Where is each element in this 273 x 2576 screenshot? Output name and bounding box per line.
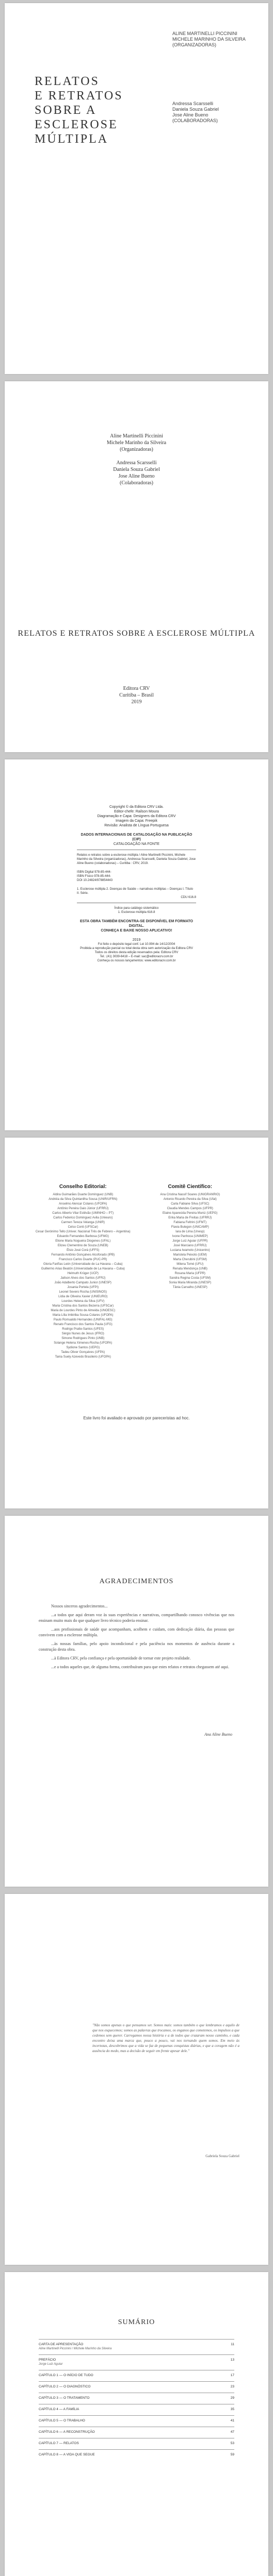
councils-page: [5, 1138, 268, 1509]
catalog-entry: Relatos e retratos sobre a esclerose múltipla / Aline Martinelli Piccinini, Michele Marinho da Silveira (organizadoras), Andressa Scarsselli, Daniela Souza Gabriel, Jose Aline Bueno (colaboradoras) – Curitiba : CRV, 2019.: [77, 854, 196, 865]
summary-page: [5, 2272, 268, 2576]
toc-entry-label: CAPÍTULO 4 — A FAMÍLIA: [39, 2408, 79, 2411]
epigraph-author: Gabriela Souza Gabriel: [205, 2154, 239, 2158]
council-member: Claudia Mendes Campos (UFPR): [167, 1207, 213, 1210]
council-member: Fernando Antônio Gonçalves Alcoforado (IPB): [51, 1253, 115, 1257]
toc-entry-page: 11: [231, 2343, 234, 2346]
council-member: Maria Lília Imbiriba Sousa Colares (UFOPA): [52, 1314, 114, 1317]
council-member: Anselmo Alencar Colares (UFOPA): [59, 1202, 107, 1206]
toc-entry-label: CAPÍTULO 3 — O TRATAMENTO: [39, 2396, 90, 2400]
council-member: Renata Mendonça (UNB): [172, 1267, 207, 1270]
publisher-contact[interactable]: Tel.: (41) 3039-6418 – E-mail: sac@editoracrv.com.br: [100, 955, 173, 958]
isbn-print: ISBN Físico 978-85-444-: [77, 875, 111, 878]
council-member: Carlos Federico Dominguez Avila (Unieuro): [53, 1216, 113, 1219]
organizer-name: MICHELE MARINHO DA SILVEIRA: [172, 37, 246, 42]
publication-year: 2019: [131, 699, 142, 705]
council-member: Maria Cristina dos Santos Bezerra (UFSCar): [52, 1304, 114, 1308]
council-member: Sandra Regina Costa (UFSM): [169, 1277, 211, 1280]
council-member: Celso Conti (UFSCar): [68, 1226, 98, 1229]
copyright-page: [5, 759, 268, 1130]
council-member: Marta Cherubini (UFSM): [173, 1258, 207, 1261]
copyright-line: Copyright © da Editora CRV Ltda.: [109, 805, 164, 809]
collaborator-name: Daniela Souza Gabriel: [113, 467, 160, 472]
council-member: Solange Helena Ximenes-Rocha (UFOPA): [54, 1342, 113, 1345]
council-member: José Marciano (UFRRJ): [173, 1244, 207, 1247]
title-authors: [5, 433, 268, 486]
council-member: Guillermo Arias Beatón (Universidade de La Havana – Cuba): [41, 1267, 125, 1270]
council-member: Maristela Peixoto (UEM): [173, 1253, 207, 1257]
council-member: Jorge Luiz Aguiar (UFPR): [172, 1240, 208, 1243]
council-member: Fabiana Feltrini (UFMT): [173, 1221, 207, 1224]
author-role: (Organizadoras): [120, 447, 153, 452]
epigraph-page: [5, 1894, 268, 2265]
cover-title-line: SOBRE A: [35, 104, 97, 117]
council-member: Andréia da Silva Quintanilha Sousa (UNIR/UFRN): [49, 1198, 118, 1201]
toc-entry-page: 59: [230, 2453, 234, 2456]
editorial-council: [34, 1184, 133, 1360]
cip-subtitle: CATALOGAÇÃO NA FONTE: [113, 842, 160, 846]
publisher-city: Curitiba – Brasil: [119, 692, 154, 698]
toc-entry[interactable]: [39, 2449, 234, 2461]
toc-entry-label: CAPÍTULO 8 — A VIDA QUE SEGUE: [39, 2453, 95, 2456]
council-member: Sydione Santos (UEPG): [66, 1346, 100, 1349]
toc-entry-label: CAPÍTULO 2 — O DIAGNÓSTICO: [39, 2385, 91, 2388]
copyright-line: Revisão: Analista de Língua Portuguesa: [104, 824, 169, 827]
toc-entry-page: 17: [230, 2374, 234, 2377]
acknowledgements-page: [5, 1516, 268, 1887]
council-member: Elaine Aparecida Pereira Muniz (UEPG): [163, 1212, 218, 1215]
copyright-block: [77, 805, 196, 963]
acknowledgements-text: [39, 1603, 234, 1673]
council-member: Antônio Pereira Gaio Júnior (UFRRJ): [57, 1207, 109, 1210]
paragraph: ...à Editora CRV, pela confiança e pela oportunidade de tornar este projeto realidade.: [51, 1656, 191, 1660]
paragraph: ...às nossas famílias, pelo apoio incondicional e pela paciência nos momentos de ausência durante a construção desta obra.: [39, 1641, 234, 1652]
publisher-site[interactable]: Conheça os nossos lançamentos: www.editoracrv.com.br: [97, 959, 176, 962]
paragraph: Nossos sinceros agradecimentos...: [51, 1604, 108, 1608]
publisher-name: Editora CRV: [123, 686, 150, 691]
organizer-name: ALINE MARTINELLI PICCININI: [172, 31, 237, 36]
cip-title: DADOS INTERNACIONAIS DE CATALOGAÇÃO NA PUBLICAÇÃO (CIP): [81, 833, 192, 841]
council-member: Erika Maria de Freitas (UFRRJ): [168, 1216, 212, 1219]
scientific-committee-list: [141, 1193, 240, 1290]
council-member: João Adalberto Campato Junior (UNESP): [54, 1281, 111, 1284]
council-member: Ana Cristina Nassif Soares (UNIGRANRIO): [160, 1193, 220, 1196]
council-member: Flavia Bulegon (UNICAMP): [171, 1226, 209, 1229]
collaborator-name: Daniela Souza Gabriel: [172, 107, 219, 112]
copyright-line: Imagem da Capa: Freepik: [116, 819, 157, 823]
council-member: Sonia Maria Miranda (UNESP): [169, 1281, 212, 1284]
council-member: Antonio Ricardo Pereira da Silva (Ufal): [163, 1198, 217, 1201]
toc-entry-author: Aline Martinelli Piccinini / Michele Marinho da Silveira: [39, 2347, 112, 2350]
council-member: Rodrigo Pratte-Santos (UFES): [62, 1328, 104, 1331]
council-member: Ivone Panhoca (UNIMEP): [172, 1235, 208, 1238]
paragraph: ...a todos que aqui deram voz às suas experiências e narrativas, compartilhando conosco vivências que nos ensinam muito mais do que qualquer livro técnico poderia ensinar.: [39, 1613, 234, 1623]
council-member: Élsio José Corá (UFFS): [67, 1249, 100, 1252]
council-member: Leonel Severo Rocha (UNISINOS): [59, 1291, 107, 1294]
title-page: [5, 381, 268, 752]
council-member: Rosana Maria (UFPR): [174, 1272, 205, 1275]
toc-entry-label: CAPÍTULO 5 — O TRABALHO: [39, 2419, 85, 2422]
peer-review-note: Este livro foi avaliado e aprovado por pareceristas ad hoc.: [83, 1416, 190, 1420]
copyright-year: 2019: [132, 938, 141, 942]
cover-title-line: RELATOS: [35, 75, 100, 88]
book-title: RELATOS E RETRATOS SOBRE A ESCLEROSE MÚLTIPLA: [18, 629, 255, 638]
cover-page: [5, 3, 268, 374]
paragraph: ...e a todos aqueles que, de alguma forma, contribuíram para que estes relatos e retratos chegassem até aqui.: [51, 1665, 229, 1669]
scientific-committee: [141, 1184, 240, 1360]
toc-entry[interactable]: [39, 2404, 234, 2415]
council-member: Milena Tomé (UFU): [176, 1263, 204, 1266]
cover-title-line: MÚLTIPLA: [35, 132, 109, 146]
toc-entry-label: CAPÍTULO 1 — O INÍCIO DE TUDO: [39, 2374, 93, 2377]
copyright-line: Diagramação e Capa: Designers da Editora CRV: [97, 815, 176, 818]
acknowledgements-title: AGRADECIMENTOS: [99, 1578, 174, 1585]
council-member: Carmen Tereza Velanga (UNIR): [61, 1221, 105, 1224]
catalog-subjects: 1. Esclerose múltipla 2. Doenças de Saúde – narrativas múltiplas – Doenças I. Título II. Série.: [77, 888, 194, 895]
toc-entry[interactable]: [39, 2438, 234, 2449]
council-member: Helmuth Krüger (UCP): [67, 1272, 99, 1275]
table-of-contents: [39, 2339, 234, 2461]
author-name: Michele Marinho da Silveira: [106, 440, 167, 446]
index-title: Índice para catálogo sistemático: [114, 907, 159, 910]
paragraph: ...aos profissionais de saúde que acompanham, acolhem e cuidam, com dedicação diária, das pessoas que convivem com a esclerose múltipla.: [39, 1627, 234, 1637]
toc-entry[interactable]: [39, 2354, 234, 2370]
toc-entry-label: CAPÍTULO 6 — A RECONSTRUÇÃO: [39, 2430, 95, 2434]
council-member: Sérgio Nunes de Jesus (IFRO): [61, 1332, 104, 1335]
council-member: Aldira Guimarães Duarte Domínguez (UNB): [53, 1193, 114, 1196]
toc-entry-author: Jorge Luiz Aguiar: [39, 2363, 63, 2366]
council-member: Gloria Fariñas León (Universidade de La Havana – Cuba): [43, 1263, 123, 1266]
council-member: Jailson Alves dos Santos (UFRJ): [60, 1277, 106, 1280]
council-member: Lourdes Helena da Silva (UFV): [61, 1300, 105, 1303]
author-name: Aline Martinelli Piccinini: [110, 433, 163, 439]
council-member: Lídia de Oliveira Xavier (UNIEURO): [58, 1295, 108, 1298]
council-member: Eduardo Fernandes Barbosa (UFMG): [57, 1235, 109, 1238]
toc-entry-page: 47: [230, 2430, 234, 2434]
reproduction-notice: Proibida a reprodução parcial ou total desta obra sem autorização da Editora CRV: [80, 947, 193, 950]
council-member: Maria de Lourdes Pinto de Almeida (UNOESC): [51, 1309, 116, 1312]
acknowledgements-signature: Ana Aline Bueno: [204, 1732, 232, 1737]
council-member: Tânia Carvalho (UNESP): [172, 1286, 207, 1289]
council-member: Luciana Iwamoto (Unicentro): [170, 1249, 210, 1252]
council-member: Paulo Romualdo Hernandes (UNIFAL-MG): [53, 1318, 113, 1321]
isbn-digital: ISBN Digital 978-85-444-: [77, 871, 111, 874]
toc-entry-page: 35: [230, 2408, 234, 2411]
council-member: Josania Portela (UFPI): [67, 1286, 99, 1289]
council-member: Francisco Carlos Duarte (PUC-PR): [59, 1258, 107, 1261]
scientific-committee-title: Comitê Científico:: [168, 1184, 213, 1190]
council-member: Elione Maria Nogueira Diogenes (UFAL): [55, 1240, 111, 1243]
council-member: Renato Francisco dos Santos Paula (UFG): [53, 1323, 113, 1326]
rights-notice: Todos os direitos desta edição reservados pela: Editora CRV: [94, 951, 179, 954]
editorial-council-list: [34, 1193, 133, 1360]
epigraph-text: "Não somos apenas o que pensamos ser. Somos mais: somos também o que lembramos e aquilo de que nos esquecemos; somos as palavras que trocamos, os enganos que cometemos, os impulsos a que cedemos sem querer. Carregamos nossa história e a de todos que cruzaram nosso caminho, e cada encontro deixa uma marca que, pouco a pouco, vai nos tornando quem somos. Em meio às incertezas, descobrimos que a vida se faz de pequenas conquistas diárias, e que a coragem não é a ausência do medo, mas a decisão de seguir em frente apesar dele.": [92, 2023, 239, 2053]
toc-entry[interactable]: [39, 2339, 234, 2354]
council-member: Tania Suely Azevedo Brasileiro (UFOPA): [55, 1355, 111, 1359]
cover-title-line: E RETRATOS: [35, 89, 123, 103]
toc-entry[interactable]: [39, 2415, 234, 2427]
cover-title: [35, 74, 148, 146]
doi: DOI 10.24824/978854443: [77, 879, 113, 882]
toc-entry-label: CARTA DE APRESENTAÇÃO: [39, 2343, 84, 2346]
editorial-council-title: Conselho Editorial:: [59, 1184, 107, 1190]
toc-entry-page: 13: [230, 2358, 234, 2362]
council-member: Carla Fabiane Silva (UFSC): [171, 1202, 210, 1206]
app-notice: CONHEÇA E BAIXE NOSSO APLICATIVO!: [101, 929, 172, 933]
toc-entry[interactable]: [39, 2393, 234, 2404]
cover-organizers: [172, 31, 250, 48]
cover-collaborators: [172, 101, 250, 124]
index-item: 1. Esclerose múltipla 616.8: [118, 911, 155, 914]
council-member: Cesar Gerónimo Tello (Univer. Nacional Três de Febrero – Argentina): [35, 1230, 131, 1233]
cover-title-line: ESCLEROSE: [35, 118, 118, 131]
collaborator-name: Andressa Scarsselli: [116, 460, 157, 466]
toc-entry-page: 29: [230, 2396, 234, 2400]
publisher-info: [5, 685, 268, 705]
councils: [34, 1184, 239, 1360]
collaborator-name: Jose Aline Bueno: [172, 112, 208, 117]
toc-entry[interactable]: [39, 2381, 234, 2393]
digital-notice: ESTA OBRA TAMBÉM ENCONTRA-SE DISPONÍVEL EM FORMATO DIGITAL.: [80, 920, 193, 928]
toc-entry-label: CAPÍTULO 7 — RELATOS: [39, 2442, 79, 2445]
council-member: Simone Rodrigues Pinto (UNB): [61, 1337, 105, 1340]
toc-entry-page: 41: [230, 2419, 234, 2422]
council-member: Iara de Lima (Unesp): [175, 1230, 205, 1233]
toc-entry-label: PREFÁCIO: [39, 2358, 56, 2362]
collaborator-role: (Colaboradoras): [120, 480, 153, 486]
collaborator-name: Andressa Scarsselli: [172, 101, 214, 106]
cdu-code: CDU 616.8: [181, 896, 196, 899]
toc-entry[interactable]: [39, 2370, 234, 2381]
collaborator-role: (COLABORADORAS): [172, 118, 218, 123]
organizer-role: (ORGANIZADORAS): [172, 42, 217, 47]
summary-title: SUMÁRIO: [118, 2318, 155, 2326]
copyright-line: Editor-chefe: Railson Moura: [114, 810, 159, 814]
council-member: Elizeu Clementino de Souza (UNEB): [57, 1244, 108, 1247]
council-member: Tadeu Oliver Gonçalves (UFPA): [61, 1351, 105, 1354]
collaborator-name: Jose Aline Bueno: [118, 473, 155, 479]
legal-deposit: Foi feito o depósito legal conf. Lei 10.994 de 14/12/2004: [98, 943, 175, 946]
toc-entry-page: 53: [230, 2442, 234, 2445]
council-member: Carlos Alberto Vilar Estêvão (UMINHO – PT): [52, 1212, 114, 1215]
toc-entry[interactable]: [39, 2427, 234, 2438]
toc-entry-page: 23: [230, 2385, 234, 2388]
